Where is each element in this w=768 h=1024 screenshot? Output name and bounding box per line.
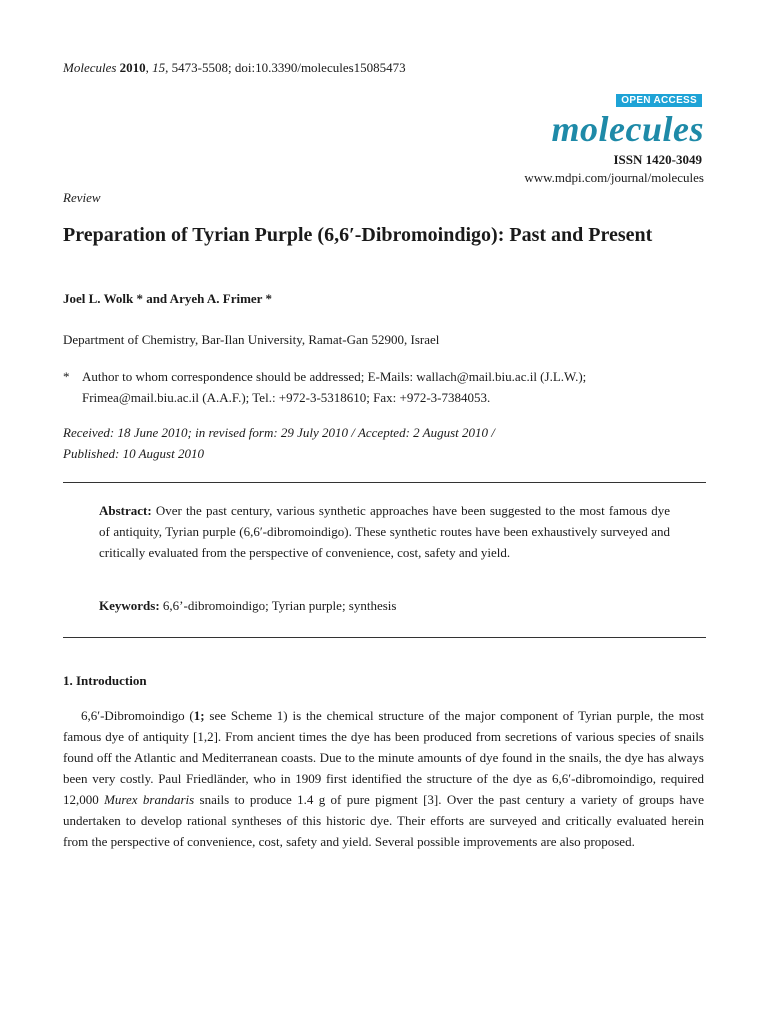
compound-ref: 1; xyxy=(193,708,205,723)
keywords xyxy=(99,598,396,614)
para-text-2: see Scheme 1) is the chemical structure of the major component of Tyrian purple, the most famous dye of antiquity [1,2]. From ancient times the dye has been produced from secretions of various species of snails found off the Atlantic and Mediterranean coasts. Due to the minute amounts of dye found in the snails, the dye has always been very costly. Paul Friedländer, who in 1909 first identified the structure of the dye as 6,6′-dibromoindigo, required 12,000 xyxy=(63,708,705,807)
keywords-label: Keywords: xyxy=(99,598,160,613)
authors: Joel L. Wolk * and Aryeh A. Frimer * xyxy=(63,291,272,306)
citation-journal: Molecules xyxy=(63,60,117,75)
section-heading: 1. Introduction xyxy=(63,673,147,688)
species-name: Murex brandaris xyxy=(104,792,195,807)
page-title: Preparation of Tyrian Purple (6,6′-Dibromoindigo): Past and Present xyxy=(63,224,653,246)
divider-bottom xyxy=(63,637,706,638)
article-type: Review xyxy=(63,190,101,205)
para-text-1: 6,6′-Dibromoindigo ( xyxy=(81,708,194,723)
citation-year: 2010 xyxy=(119,60,146,75)
citation-pages-doi: , 5473-5508; doi:10.3390/molecules15085473 xyxy=(165,60,406,75)
introduction-paragraph xyxy=(63,705,704,852)
dates-line-2: Published: 10 August 2010 xyxy=(63,446,204,461)
correspondence-line-2: Frimea@mail.biu.ac.il (A.A.F.); Tel.: +972-3-5318610; Fax: +972-3-7384053. xyxy=(82,390,491,405)
abstract-label: Abstract: xyxy=(99,503,152,518)
para-text-3: snails to produce 1.4 g of pure pigment [3]. Over the past century a variety of groups have undertaken to develop rational syntheses of this historic dye. Their efforts are surveyed and critically evaluated herein from the perspective of convenience, cost, safety and yield. Several possible improvements are also proposed. xyxy=(63,792,704,849)
abstract-text: Over the past century, various synthetic approaches have been suggested to the most famous dye of antiquity, Tyrian purple (6,6′-dibromoindigo). These synthetic routes have been exhaustively surveyed and critically evaluated from the perspective of convenience, cost, safety and yield. xyxy=(99,503,670,560)
correspondence-line-1: Author to whom correspondence should be addressed; E-Mails: wallach@mail.biu.ac.il (J.L.W.); xyxy=(82,369,587,384)
journal-logo: molecules xyxy=(551,109,704,149)
dates-line-1: Received: 18 June 2010; in revised form: 29 July 2010 / Accepted: 2 August 2010 / xyxy=(63,425,495,440)
divider-top xyxy=(63,482,706,483)
journal-url: www.mdpi.com/journal/molecules xyxy=(524,170,704,185)
citation-line: Molecules 2010, 15, 5473-5508; doi:10.3390/molecules15085473 xyxy=(63,60,406,75)
issn: ISSN 1420-3049 xyxy=(613,152,702,167)
abstract xyxy=(99,500,670,563)
affiliation: Department of Chemistry, Bar-Ilan University, Ramat-Gan 52900, Israel xyxy=(63,332,440,347)
introduction-body xyxy=(63,705,704,852)
keywords-text: 6,6’-dibromoindigo; Tyrian purple; synthesis xyxy=(162,598,397,613)
publication-dates xyxy=(63,422,495,464)
citation-volume: 15 xyxy=(152,60,166,75)
correspondence-note xyxy=(63,366,703,408)
correspondence-star: * xyxy=(63,369,70,384)
open-access-badge: OPEN ACCESS xyxy=(616,94,702,107)
